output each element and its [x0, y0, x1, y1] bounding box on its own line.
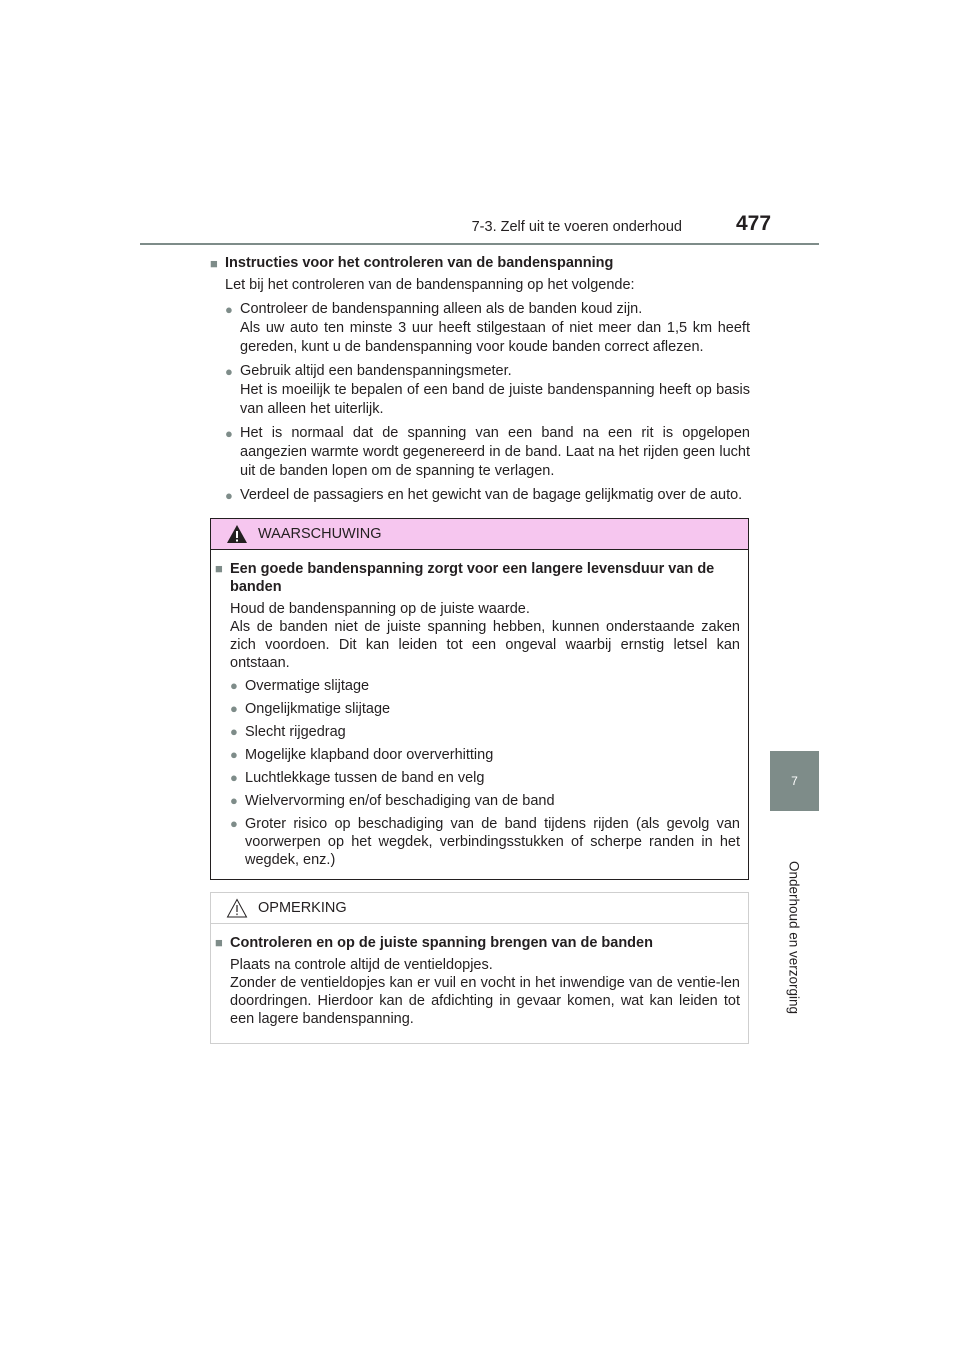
chapter-tab-label: Onderhoud en verzorging	[786, 860, 802, 1015]
warning-heading	[215, 560, 740, 596]
circle-bullet-icon: ●	[225, 488, 233, 503]
warning-triangle-icon	[226, 524, 248, 544]
square-bullet-icon: ■	[215, 935, 223, 950]
list-item	[230, 792, 740, 810]
circle-bullet-icon: ●	[225, 364, 233, 379]
notice-box	[210, 892, 749, 1044]
list-item	[230, 769, 740, 787]
chapter-tab-number: 7	[770, 751, 819, 811]
list-item	[225, 486, 750, 505]
bullet-text: Gebruik altijd een bandenspanningsmeter.	[240, 363, 512, 379]
bullet-text: Verdeel de passagiers en het gewicht van de bagage gelijkmatig over de auto.	[240, 487, 743, 503]
list-item	[230, 723, 740, 741]
notice-line: Zonder de ventieldopjes kan er vuil en vocht in het inwendige van de ventie-len doordringen. Hierdoor kan de afdichting in gevaar komen, wat kan leiden tot een lagere bandenspanning.	[230, 975, 740, 1027]
warning-header	[211, 519, 748, 550]
bullet-text: Het is normaal dat de spanning van een band na een rit is opgelopen aangezien warmte wordt gegenereerd in de band. Laat na het rijden geen lucht uit de banden lopen om de spanning te verlagen.	[240, 425, 750, 479]
section-intro: Let bij het controleren van de bandenspanning op het volgende:	[225, 277, 635, 293]
warning-item: Ongelijkmatige slijtage	[245, 701, 391, 717]
notice-label: OPMERKING	[258, 900, 347, 916]
notice-heading-text: Controleren en op de juiste spanning brengen van de banden	[230, 935, 653, 951]
list-item	[230, 746, 740, 764]
page-number: 477	[736, 212, 772, 235]
warning-intro-line: Houd de bandenspanning op de juiste waarde.	[230, 601, 530, 617]
warning-intro-line: Als de banden niet de juiste spanning hebben, kunnen onderstaande zaken zich voordoen. Dit kan leiden tot een ongeval waarbij ernstig letsel kan ontstaan.	[230, 619, 740, 671]
notice-text	[230, 956, 740, 1028]
notice-line: Plaats na controle altijd de ventieldopjes.	[230, 957, 493, 973]
bullet-text: Controleer de bandenspanning alleen als de banden koud zijn.	[240, 301, 643, 317]
circle-bullet-icon: ●	[230, 793, 238, 808]
list-item	[225, 424, 750, 481]
notice-body	[211, 924, 748, 1028]
circle-bullet-icon: ●	[230, 678, 238, 693]
square-bullet-icon: ■	[210, 256, 218, 271]
warning-label: WAARSCHUWING	[258, 526, 382, 542]
circle-bullet-icon: ●	[230, 701, 238, 716]
warning-body	[211, 550, 748, 869]
section-title: 7-3. Zelf uit te voeren onderhoud	[471, 219, 682, 235]
list-item	[230, 815, 740, 869]
notice-heading	[215, 934, 740, 952]
circle-bullet-icon: ●	[230, 724, 238, 739]
section-heading	[210, 254, 750, 273]
circle-bullet-icon: ●	[230, 770, 238, 785]
bullet-detail: Als uw auto ten minste 3 uur heeft stilgestaan of niet meer dan 1,5 km heeft gereden, kunt u de bandenspanning voor koude banden correct aflezen.	[240, 320, 750, 355]
warning-item: Mogelijke klapband door oververhitting	[245, 747, 494, 763]
square-bullet-icon: ■	[215, 561, 223, 576]
bullet-detail: Het is moeilijk te bepalen of een band de juiste bandenspanning heeft op basis van alleen het uiterlijk.	[240, 382, 750, 417]
list-item	[225, 300, 750, 357]
warning-intro	[230, 600, 740, 672]
circle-bullet-icon: ●	[230, 816, 238, 831]
circle-bullet-icon: ●	[230, 747, 238, 762]
notice-header	[211, 893, 748, 924]
circle-bullet-icon: ●	[225, 302, 233, 317]
list-item	[230, 700, 740, 718]
warning-item: Wielvervorming en/of beschadiging van de band	[245, 793, 555, 809]
warning-item: Slecht rijgedrag	[245, 724, 346, 740]
warning-heading-text: Een goede bandenspanning zorgt voor een langere levensduur van de banden	[230, 561, 715, 595]
notice-triangle-icon	[226, 898, 248, 918]
warning-item: Luchtlekkage tussen de band en velg	[245, 770, 485, 786]
main-section	[210, 254, 750, 505]
warning-box	[210, 518, 749, 880]
circle-bullet-icon: ●	[225, 426, 233, 441]
list-item	[230, 677, 740, 695]
header-divider	[140, 243, 819, 245]
warning-item: Groter risico op beschadiging van de band tijdens rijden (als gevolg van voorwerpen op het wegdek, verbindingsstukken of scherpe randen in het wegdek, enz.)	[245, 816, 740, 868]
warning-item: Overmatige slijtage	[245, 678, 370, 694]
section-heading-text: Instructies voor het controleren van de bandenspanning	[225, 255, 614, 271]
list-item	[225, 362, 750, 419]
